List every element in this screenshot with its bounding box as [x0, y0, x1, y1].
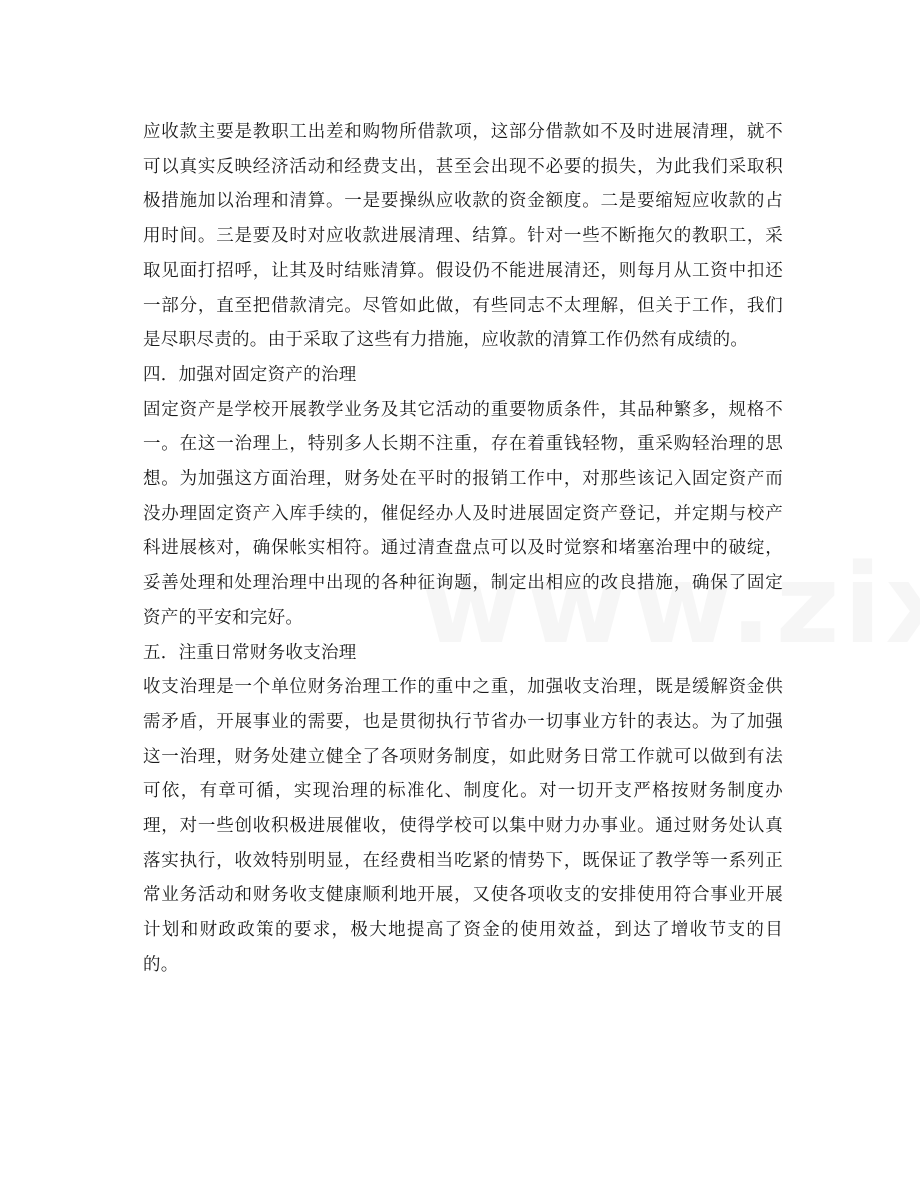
paragraph-fixed-assets: 固定资产是学校开展教学业务及其它活动的重要物质条件，其品种繁多，规格不一。在这一治理上，特别多人长期不注重，存在着重钱轻物，重采购轻治理的思想。为加强这方面治理，财务处在平时的报销工作中，对那些该记入固定资产而没办理固定资产入库手续的，催促经办人及时进展固定资产登记，并定期与校产科进展核对，确保帐实相符。通过清查盘点可以及时觉察和堵塞治理中的破绽，妥善处理和处理治理中出现的各种征询题，制定出相应的改良措施，确保了固定资产的平安和完好。	[143, 399, 783, 628]
paragraph-receivables: 应收款主要是教职工出差和购物所借款项，这部分借款如不及时进展清理，就不可以真实反映经济活动和经费支出，甚至会出现不必要的损失，为此我们采取积极措施加以治理和清算。一是要操纵应收款的资金额度。二是要缩短应收款的占用时间。三是要及时对应收款进展清理、结算。针对一些不断拖欠的教职工，采取见面打招呼，让其及时结账清算。假设仍不能进展清还，则每月从工资中扣还一部分，直至把借款清完。尽管如此做，有些同志不太理解，但关于工作，我们是尽职尽责的。由于采取了这些有力措施，应收款的清算工作仍然有成绩的。	[143, 122, 783, 351]
paragraph-daily-finance: 收支治理是一个单位财务治理工作的重中之重，加强收支治理，既是缓解资金供需矛盾，开展事业的需要，也是贯彻执行节省办一切事业方针的表达。为了加强这一治理，财务处建立健全了各项财务制度，如此财务日常工作就可以做到有法可依，有章可循，实现治理的标准化、制度化。对一切开支严格按财务制度办理，对一些创收积极进展催收，使得学校可以集中财力办事业。通过财务处认真落实执行，收效特别明显，在经费相当吃紧的情势下，既保证了教学等一系列正常业务活动和财务收支健康顺利地开展，又使各项收支的安排使用符合事业开展计划和财政政策的要求，极大地提高了资金的使用效益，到达了增收节支的目的。	[143, 677, 783, 975]
section-heading-daily-finance: 五．注重日常财务收支治理	[143, 642, 357, 663]
section-heading-fixed-assets: 四．加强对固定资产的治理	[143, 364, 357, 385]
document-body	[143, 115, 783, 983]
